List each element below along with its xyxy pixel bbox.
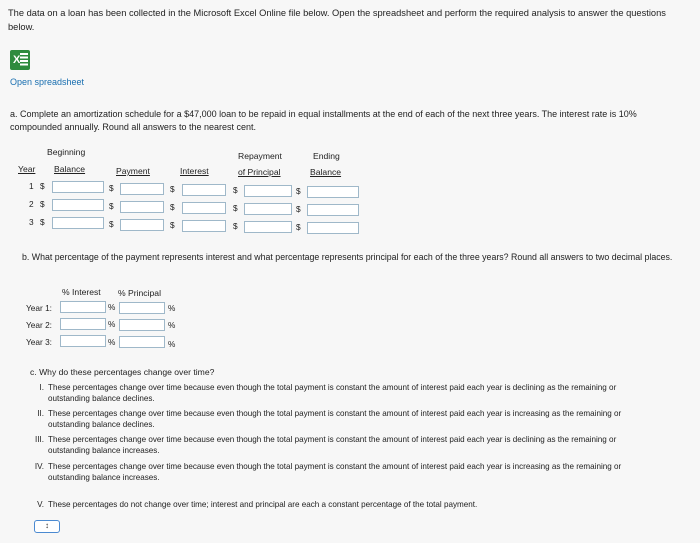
- header-interest: Interest: [180, 166, 209, 176]
- principal-pct-input[interactable]: [119, 302, 165, 314]
- header-balance: Balance: [54, 164, 86, 174]
- header-ending-balance: Balance: [310, 167, 342, 177]
- header-repayment: Repayment: [238, 151, 282, 161]
- currency-sign: $: [296, 186, 301, 196]
- currency-sign: $: [170, 220, 175, 230]
- percent-sign: %: [168, 320, 176, 330]
- header-pct-principal: % Principal: [118, 288, 161, 298]
- header-ending: Ending: [313, 151, 340, 161]
- currency-sign: $: [109, 201, 114, 211]
- option-number: I.: [39, 383, 44, 392]
- option-text: These percentages change over time because even though the total payment is constant the amount of interest paid each year is declining as the remaining or outstanding balance declines.: [48, 383, 617, 403]
- currency-sign: $: [296, 222, 301, 232]
- currency-sign: $: [109, 183, 114, 193]
- currency-sign: $: [40, 181, 45, 191]
- percent-sign: %: [108, 302, 116, 312]
- select-arrow-icon: ↕: [45, 521, 49, 530]
- currency-sign: $: [233, 203, 238, 213]
- currency-sign: $: [233, 185, 238, 195]
- percent-sign: %: [168, 339, 176, 349]
- currency-sign: $: [170, 184, 175, 194]
- option-text: These percentages change over time because even though the total payment is constant the amount of interest paid each year is increasing as the remaining or outstanding balance declines.: [48, 409, 622, 429]
- option-number: IV.: [34, 462, 44, 471]
- payment-input[interactable]: [120, 183, 164, 195]
- excel-icon-letter: X: [13, 54, 21, 66]
- intro-text: The data on a loan has been collected in the Microsoft Excel Online file below. Open the spreadsheet and perform the required analysis to answer the questions below.: [8, 8, 666, 32]
- option-text: These percentages change over time because even though the total payment is constant the amount of interest paid each year is increasing as the remaining or outstanding balance increases.: [48, 462, 622, 482]
- header-year: Year: [18, 164, 36, 174]
- currency-sign: $: [170, 202, 175, 212]
- principal-input[interactable]: [244, 221, 292, 233]
- ending-balance-input[interactable]: [307, 186, 359, 198]
- principal-pct-input[interactable]: [119, 319, 165, 331]
- beginning-balance-input[interactable]: [52, 199, 104, 211]
- principal-input[interactable]: [244, 203, 292, 215]
- part-a-question: a. Complete an amortization schedule for a $47,000 loan to be repaid in equal installments at the end of each of the next three years. The interest rate is 10% compounded annually. Round all answers to the nearest cent.: [10, 109, 637, 132]
- interest-input[interactable]: [182, 202, 226, 214]
- excel-icon[interactable]: [10, 50, 30, 70]
- interest-pct-input[interactable]: [60, 301, 106, 313]
- year-1-row-label: Year 1:: [26, 303, 52, 313]
- option-text: These percentages do not change over time; interest and principal are each a constant percentage of the total payment.: [48, 500, 478, 509]
- open-spreadsheet-link[interactable]: Open spreadsheet: [10, 77, 85, 87]
- option-number: II.: [37, 409, 44, 418]
- interest-input[interactable]: [182, 220, 226, 232]
- currency-sign: $: [109, 219, 114, 229]
- ending-balance-input[interactable]: [307, 222, 359, 234]
- interest-input[interactable]: [182, 184, 226, 196]
- interest-pct-input[interactable]: [60, 335, 106, 347]
- beginning-balance-input[interactable]: [52, 217, 104, 229]
- currency-sign: $: [233, 221, 238, 231]
- currency-sign: $: [296, 204, 301, 214]
- payment-input[interactable]: [120, 201, 164, 213]
- header-beginning: Beginning: [47, 147, 86, 157]
- year-1-label: 1: [29, 181, 34, 191]
- year-3-label: 3: [29, 217, 34, 227]
- answer-select-dropdown[interactable]: [34, 520, 60, 533]
- percent-sign: %: [108, 337, 116, 347]
- year-2-label: 2: [29, 199, 34, 209]
- part-b-question: b. What percentage of the payment represents interest and what percentage represents principal for each of the three years? Round all answers to two decimal places.: [22, 252, 673, 262]
- principal-input[interactable]: [244, 185, 292, 197]
- percent-sign: %: [168, 303, 176, 313]
- year-3-row-label: Year 3:: [26, 337, 52, 347]
- option-text: These percentages change over time because even though the total payment is constant the amount of interest paid each year is declining as the remaining or outstanding balance increases.: [48, 435, 617, 455]
- percent-sign: %: [108, 319, 116, 329]
- beginning-balance-input[interactable]: [52, 181, 104, 193]
- header-pct-interest: % Interest: [62, 287, 101, 297]
- currency-sign: $: [40, 217, 45, 227]
- excel-grid-icon: [20, 53, 28, 67]
- part-c-question: c. Why do these percentages change over time?: [30, 367, 215, 377]
- payment-input[interactable]: [120, 219, 164, 231]
- option-number: III.: [35, 435, 44, 444]
- ending-balance-input[interactable]: [307, 204, 359, 216]
- interest-pct-input[interactable]: [60, 318, 106, 330]
- currency-sign: $: [40, 199, 45, 209]
- year-2-row-label: Year 2:: [26, 320, 52, 330]
- principal-pct-input[interactable]: [119, 336, 165, 348]
- header-of-principal: of Principal: [238, 167, 281, 177]
- option-number: V.: [37, 500, 44, 509]
- header-payment: Payment: [116, 166, 150, 176]
